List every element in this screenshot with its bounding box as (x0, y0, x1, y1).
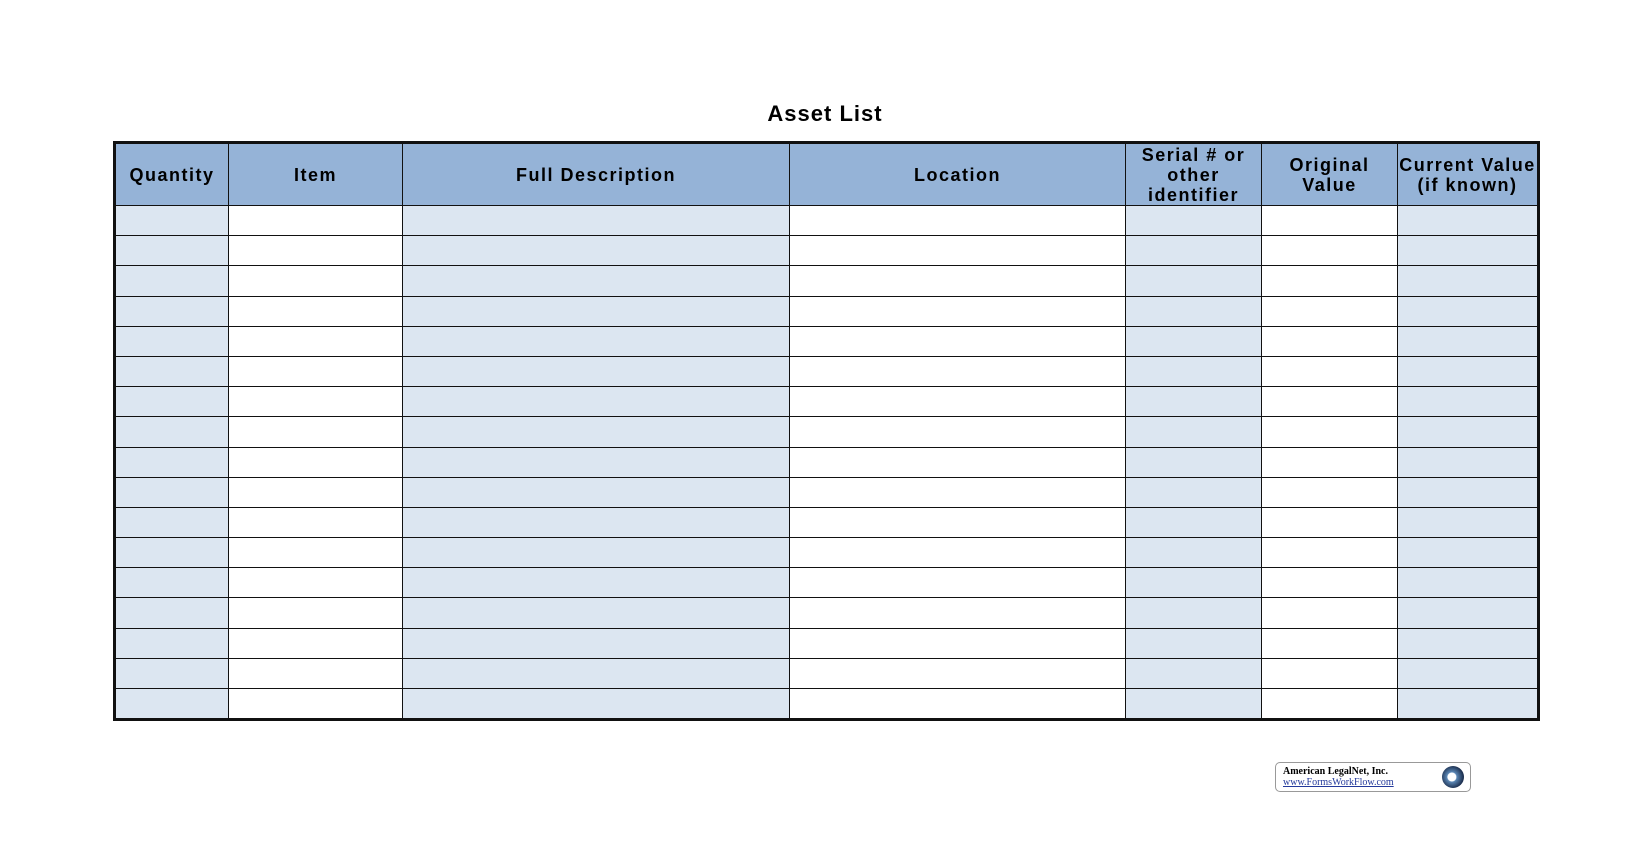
table-row (115, 507, 1539, 537)
table-cell[interactable] (1126, 598, 1262, 628)
table-cell[interactable] (1126, 236, 1262, 266)
table-cell[interactable] (1126, 356, 1262, 386)
table-cell[interactable] (790, 568, 1126, 598)
table-row (115, 387, 1539, 417)
table-cell[interactable] (229, 477, 403, 507)
table-cell[interactable] (1398, 417, 1539, 447)
table-cell[interactable] (1398, 568, 1539, 598)
table-cell[interactable] (1126, 658, 1262, 688)
table-cell[interactable] (403, 477, 790, 507)
table-cell[interactable] (1262, 538, 1398, 568)
table-row (115, 689, 1539, 720)
table-cell[interactable] (229, 598, 403, 628)
column-header: Original Value (1262, 143, 1398, 206)
table-row (115, 628, 1539, 658)
table-cell[interactable] (229, 236, 403, 266)
table-cell[interactable] (403, 689, 790, 720)
table-cell[interactable] (115, 598, 229, 628)
table-cell[interactable] (1262, 417, 1398, 447)
table-cell[interactable] (790, 598, 1126, 628)
table-cell[interactable] (115, 206, 229, 236)
table-cell[interactable] (1398, 507, 1539, 537)
table-cell[interactable] (229, 628, 403, 658)
table-row (115, 356, 1539, 386)
table-cell[interactable] (790, 266, 1126, 296)
table-cell[interactable] (1398, 628, 1539, 658)
table-cell[interactable] (790, 387, 1126, 417)
table-cell[interactable] (1398, 266, 1539, 296)
table-cell[interactable] (115, 447, 229, 477)
table-cell[interactable] (115, 507, 229, 537)
table-cell[interactable] (1398, 447, 1539, 477)
column-header: Item (229, 143, 403, 206)
table-row (115, 477, 1539, 507)
table-cell[interactable] (229, 568, 403, 598)
table-cell[interactable] (1262, 387, 1398, 417)
table-cell[interactable] (1126, 689, 1262, 720)
table-cell[interactable] (790, 628, 1126, 658)
table-cell[interactable] (403, 628, 790, 658)
table-cell[interactable] (403, 598, 790, 628)
table-cell[interactable] (1262, 568, 1398, 598)
table-cell[interactable] (1398, 598, 1539, 628)
table-cell[interactable] (1398, 326, 1539, 356)
table-cell[interactable] (1126, 266, 1262, 296)
table-cell[interactable] (229, 417, 403, 447)
table-cell[interactable] (403, 538, 790, 568)
table-cell[interactable] (1126, 628, 1262, 658)
table-cell[interactable] (403, 236, 790, 266)
table-cell[interactable] (229, 326, 403, 356)
table-cell[interactable] (790, 326, 1126, 356)
column-header: Serial # or other identifier (1126, 143, 1262, 206)
table-cell[interactable] (1126, 296, 1262, 326)
table-cell[interactable] (1398, 236, 1539, 266)
table-cell[interactable] (229, 658, 403, 688)
table-cell[interactable] (1262, 507, 1398, 537)
table-cell[interactable] (1262, 477, 1398, 507)
table-cell[interactable] (115, 266, 229, 296)
table-cell[interactable] (1398, 387, 1539, 417)
table-cell[interactable] (1262, 236, 1398, 266)
table-cell[interactable] (403, 507, 790, 537)
table-cell[interactable] (229, 447, 403, 477)
table-cell[interactable] (1262, 326, 1398, 356)
table-cell[interactable] (115, 628, 229, 658)
table-cell[interactable] (1262, 628, 1398, 658)
company-link[interactable]: www.FormsWorkFlow.com (1283, 777, 1394, 788)
table-cell[interactable] (1398, 538, 1539, 568)
table-cell[interactable] (115, 296, 229, 326)
table-cell[interactable] (403, 387, 790, 417)
table-cell[interactable] (790, 507, 1126, 537)
table-cell[interactable] (1262, 689, 1398, 720)
table-cell[interactable] (115, 568, 229, 598)
column-header: Current Value (if known) (1398, 143, 1539, 206)
table-row (115, 538, 1539, 568)
table-cell[interactable] (229, 296, 403, 326)
asset-table (113, 141, 1540, 721)
company-name: American LegalNet, Inc. (1283, 766, 1388, 777)
table-cell[interactable] (403, 206, 790, 236)
table-cell[interactable] (229, 356, 403, 386)
table-cell[interactable] (790, 296, 1126, 326)
table-cell[interactable] (790, 236, 1126, 266)
table-row (115, 326, 1539, 356)
column-header: Quantity (115, 143, 229, 206)
table-cell[interactable] (403, 356, 790, 386)
page-title: Asset List (767, 101, 883, 126)
table-cell[interactable] (1262, 266, 1398, 296)
table-cell[interactable] (1126, 538, 1262, 568)
table-cell[interactable] (115, 387, 229, 417)
table-cell[interactable] (1126, 507, 1262, 537)
table-cell[interactable] (1126, 326, 1262, 356)
table-cell[interactable] (115, 689, 229, 720)
table-cell[interactable] (790, 538, 1126, 568)
table-cell[interactable] (115, 538, 229, 568)
table-cell[interactable] (790, 658, 1126, 688)
table-row (115, 296, 1539, 326)
table-cell[interactable] (115, 326, 229, 356)
table-cell[interactable] (1262, 447, 1398, 477)
table-cell[interactable] (1262, 296, 1398, 326)
table-cell[interactable] (1398, 477, 1539, 507)
column-header: Full Description (403, 143, 790, 206)
table-cell[interactable] (1126, 206, 1262, 236)
table-cell[interactable] (1126, 447, 1262, 477)
table-cell[interactable] (790, 447, 1126, 477)
table-cell[interactable] (403, 447, 790, 477)
table-cell[interactable] (115, 658, 229, 688)
globe-icon (1442, 766, 1464, 788)
table-cell[interactable] (1262, 658, 1398, 688)
table-row (115, 236, 1539, 266)
table-row (115, 266, 1539, 296)
table-cell[interactable] (115, 477, 229, 507)
table-cell[interactable] (1262, 206, 1398, 236)
table-cell[interactable] (790, 356, 1126, 386)
table-row (115, 447, 1539, 477)
table-cell[interactable] (229, 206, 403, 236)
table-cell[interactable] (1126, 477, 1262, 507)
table-cell[interactable] (115, 236, 229, 266)
table-cell[interactable] (403, 658, 790, 688)
table-cell[interactable] (1398, 206, 1539, 236)
table-cell[interactable] (1398, 658, 1539, 688)
table-cell[interactable] (403, 326, 790, 356)
table-cell[interactable] (229, 538, 403, 568)
table-cell[interactable] (1262, 356, 1398, 386)
table-cell[interactable] (1126, 387, 1262, 417)
table-cell[interactable] (1126, 417, 1262, 447)
table-cell[interactable] (229, 507, 403, 537)
table-cell[interactable] (115, 417, 229, 447)
company-logo (1275, 762, 1471, 792)
table-cell[interactable] (229, 689, 403, 720)
table-row (115, 658, 1539, 688)
table-cell[interactable] (115, 356, 229, 386)
table-row (115, 598, 1539, 628)
table-cell[interactable] (403, 417, 790, 447)
table-row (115, 568, 1539, 598)
table-cell[interactable] (403, 266, 790, 296)
table-cell[interactable] (790, 477, 1126, 507)
table-row (115, 206, 1539, 236)
table-cell[interactable] (403, 296, 790, 326)
table-cell[interactable] (229, 266, 403, 296)
table-cell[interactable] (1398, 296, 1539, 326)
table-row (115, 417, 1539, 447)
table-cell[interactable] (1262, 598, 1398, 628)
table-cell[interactable] (1398, 689, 1539, 720)
table-cell[interactable] (1126, 568, 1262, 598)
table-cell[interactable] (229, 387, 403, 417)
table-cell[interactable] (790, 206, 1126, 236)
table-cell[interactable] (790, 417, 1126, 447)
table-cell[interactable] (403, 568, 790, 598)
table-cell[interactable] (790, 689, 1126, 720)
column-header: Location (790, 143, 1126, 206)
table-cell[interactable] (1398, 356, 1539, 386)
